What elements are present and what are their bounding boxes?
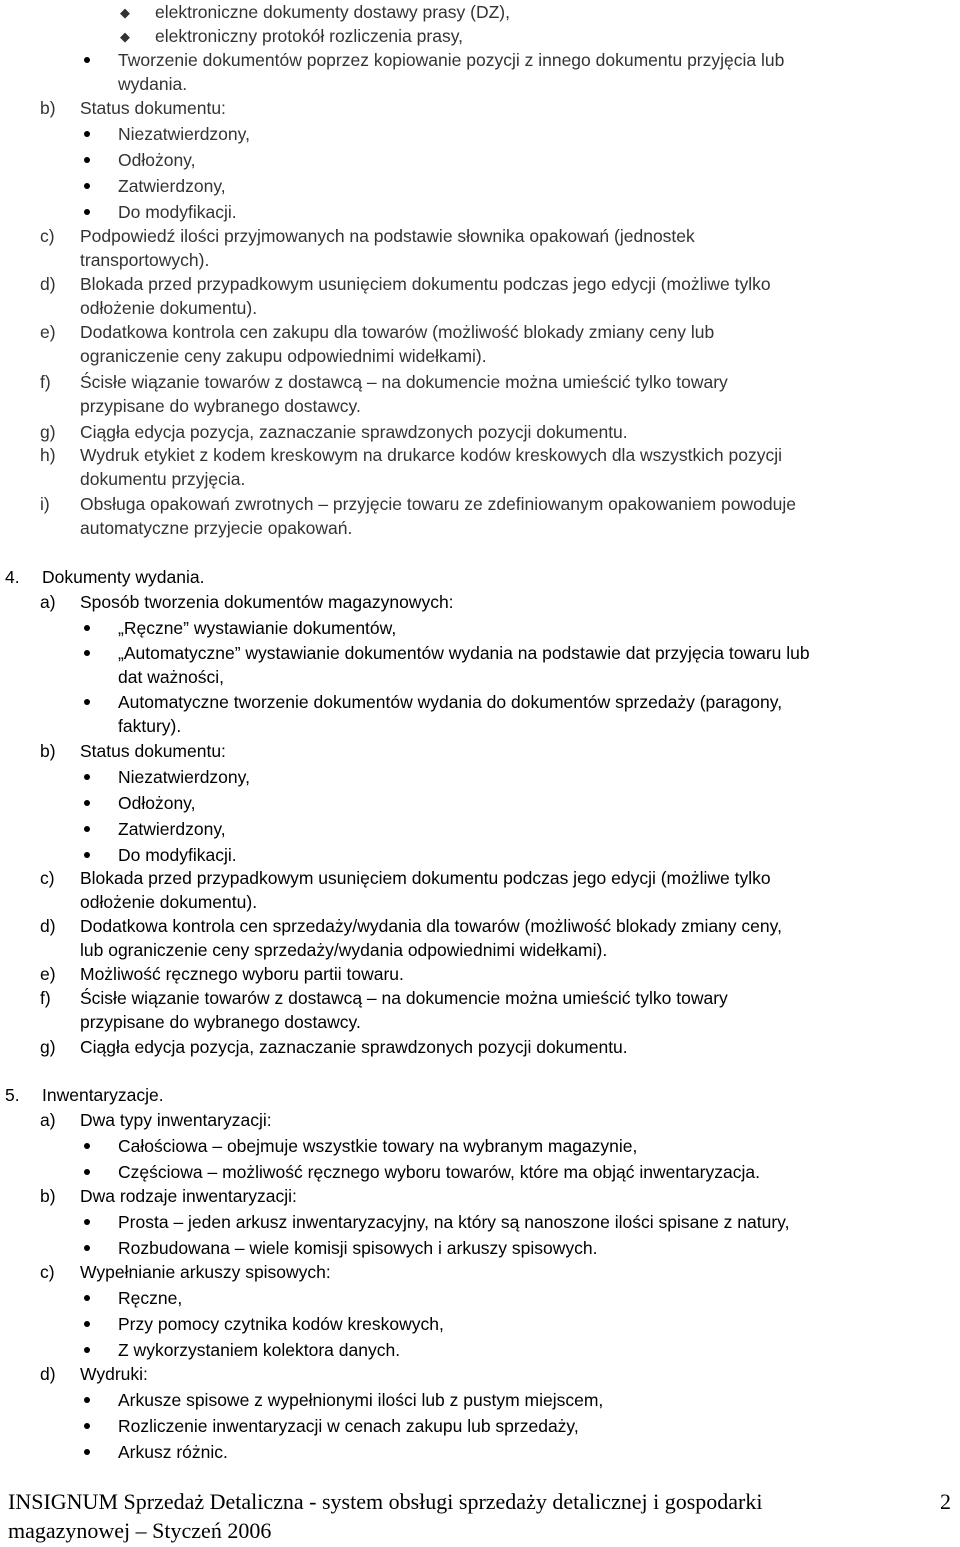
section-title: Dokumenty wydania.: [42, 567, 205, 587]
item-text: transportowych).: [80, 250, 210, 270]
list-item: Zatwierdzony,: [118, 819, 226, 839]
list-item: Rozbudowana – wiele komisji spisowych i arkuszy spisowych.: [118, 1238, 598, 1258]
list-item: Ręczne,: [118, 1288, 183, 1308]
item-label: b): [40, 98, 56, 118]
list-item-continuation: dat ważności,: [118, 667, 225, 687]
list-item: Z wykorzystaniem kolektora danych.: [118, 1340, 401, 1360]
item-text: Blokada przed przypadkowym usunięciem dokumentu podczas jego edycji (możliwe tylko: [80, 868, 771, 888]
item-label: i): [40, 494, 50, 514]
list-item: Do modyfikacji.: [118, 845, 237, 865]
list-item: Odłożony,: [118, 793, 196, 813]
list-item: Tworzenie dokumentów poprzez kopiowanie pozycji z innego dokumentu przyjęcia lub: [118, 50, 785, 70]
item-heading: Status dokumentu:: [80, 741, 226, 761]
item-text: dokumentu przyjęcia.: [80, 469, 246, 489]
bullet-icon: [84, 1347, 90, 1353]
bullet-icon: [84, 131, 90, 137]
list-item: „Automatyczne” wystawianie dokumentów wydania na podstawie dat przyjęcia towaru lub: [118, 643, 810, 663]
item-text: odłożenie dokumentu).: [80, 298, 258, 318]
list-item: elektroniczny protokół rozliczenia prasy,: [155, 26, 464, 46]
item-text: Możliwość ręcznego wyboru partii towaru.: [80, 964, 404, 984]
item-label: d): [40, 274, 56, 294]
item-label: d): [40, 916, 56, 936]
item-heading: Dwa typy inwentaryzacji:: [80, 1110, 272, 1130]
list-item: „Ręczne” wystawianie dokumentów,: [118, 618, 397, 638]
section-title: Inwentaryzacje.: [42, 1085, 164, 1105]
footer-line-2: magazynowej – Styczeń 2006: [8, 1518, 272, 1543]
item-label: a): [40, 1110, 56, 1130]
bullet-icon: [84, 183, 90, 189]
list-item: Częściowa – możliwość ręcznego wyboru towarów, które ma objąć inwentaryzacja.: [118, 1162, 760, 1182]
bullet-icon: [84, 699, 90, 705]
item-text: Blokada przed przypadkowym usunięciem dokumentu podczas jego edycji (możliwe tylko: [80, 274, 771, 294]
bullet-icon: [84, 1397, 90, 1403]
list-item: Do modyfikacji.: [118, 202, 237, 222]
item-text: ograniczenie ceny zakupu odpowiednimi widełkami).: [80, 346, 487, 366]
list-item-continuation: wydania.: [118, 74, 188, 94]
list-item: elektroniczne dokumenty dostawy prasy (DZ),: [155, 2, 510, 22]
item-text: przypisane do wybranego dostawcy.: [80, 1012, 361, 1032]
section-number: 5.: [5, 1085, 20, 1105]
list-item: Automatyczne tworzenie dokumentów wydania do dokumentów sprzedaży (paragony,: [118, 692, 783, 712]
item-text: Dodatkowa kontrola cen zakupu dla towarów (możliwość blokady zmiany ceny lub: [80, 322, 715, 342]
item-text: Ścisłe wiązanie towarów z dostawcą – na dokumencie można umieścić tylko towary: [80, 988, 728, 1008]
bullet-icon: [84, 852, 90, 858]
bullet-icon: [84, 157, 90, 163]
section-number: 4.: [5, 567, 20, 587]
list-item: Rozliczenie inwentaryzacji w cenach zakupu lub sprzedaży,: [118, 1416, 579, 1436]
item-label: h): [40, 445, 56, 465]
list-item: Przy pomocy czytnika kodów kreskowych,: [118, 1314, 444, 1334]
item-label: d): [40, 1364, 56, 1384]
item-label: c): [40, 226, 55, 246]
item-label: c): [40, 1262, 55, 1282]
item-heading: Status dokumentu:: [80, 98, 226, 118]
footer-line-1: INSIGNUM Sprzedaż Detaliczna - system obsługi sprzedaży detalicznej i gospodarki: [8, 1489, 763, 1514]
item-text: Dodatkowa kontrola cen sprzedaży/wydania dla towarów (możliwość blokady zmiany ceny,: [80, 916, 782, 936]
item-text: Obsługa opakowań zwrotnych – przyjęcie towaru ze zdefiniowanym opakowaniem powoduje: [80, 494, 796, 514]
bullet-icon: [84, 209, 90, 215]
item-label: f): [40, 988, 51, 1008]
list-item: Odłożony,: [118, 150, 196, 170]
list-item: Arkusze spisowe z wypełnionymi ilości lub z pustym miejscem,: [118, 1390, 604, 1410]
list-item: Niezatwierdzony,: [118, 124, 250, 144]
list-item: Całościowa – obejmuje wszystkie towary na wybranym magazynie,: [118, 1136, 638, 1156]
bullet-icon: [84, 1321, 90, 1327]
item-label: f): [40, 372, 51, 392]
item-heading: Dwa rodzaje inwentaryzacji:: [80, 1186, 297, 1206]
bullet-icon: [84, 650, 90, 656]
item-label: c): [40, 868, 55, 888]
bullet-icon: [84, 1423, 90, 1429]
bullet-icon: [84, 1169, 90, 1175]
page-number: 2: [940, 1489, 951, 1514]
bullet-icon: [84, 826, 90, 832]
list-item: Niezatwierdzony,: [118, 767, 250, 787]
item-text: lub ograniczenie ceny sprzedaży/wydania odpowiednimi widełkami).: [80, 940, 608, 960]
item-heading: Wydruki:: [80, 1364, 148, 1384]
item-text: Ścisłe wiązanie towarów z dostawcą – na dokumencie można umieścić tylko towary: [80, 372, 728, 392]
bullet-icon: [84, 57, 90, 63]
item-text: automatyczne przyjecie opakowań.: [80, 518, 353, 538]
item-label: b): [40, 1186, 56, 1206]
item-text: Ciągła edycja pozycja, zaznaczanie sprawdzonych pozycji dokumentu.: [80, 1037, 628, 1057]
item-label: g): [40, 422, 56, 442]
list-item: Zatwierdzony,: [118, 176, 226, 196]
bullet-icon: [84, 800, 90, 806]
list-item-continuation: faktury).: [118, 716, 182, 736]
item-label: e): [40, 964, 56, 984]
item-heading: Wypełnianie arkuszy spisowych:: [80, 1262, 331, 1282]
bullet-icon: [84, 625, 90, 631]
list-item: Prosta – jeden arkusz inwentaryzacyjny, na który są nanoszone ilości spisane z natury,: [118, 1212, 790, 1232]
item-label: b): [40, 741, 56, 761]
bullet-icon: [84, 1143, 90, 1149]
item-text: Ciągła edycja pozycja, zaznaczanie sprawdzonych pozycji dokumentu.: [80, 422, 628, 442]
bullet-icon: [84, 1219, 90, 1225]
item-label: a): [40, 592, 56, 612]
list-item: Arkusz różnic.: [118, 1442, 228, 1462]
item-text: przypisane do wybranego dostawcy.: [80, 396, 361, 416]
item-label: g): [40, 1037, 56, 1057]
diamond-bullet-icon: ◆: [120, 5, 130, 20]
item-text: Podpowiedź ilości przyjmowanych na podstawie słownika opakowań (jednostek: [80, 226, 695, 246]
diamond-bullet-icon: ◆: [120, 29, 130, 44]
bullet-icon: [84, 774, 90, 780]
item-text: odłożenie dokumentu).: [80, 892, 258, 912]
item-text: Wydruk etykiet z kodem kreskowym na drukarce kodów kreskowych dla wszystkich pozycji: [80, 445, 783, 465]
bullet-icon: [84, 1449, 90, 1455]
item-label: e): [40, 322, 56, 342]
item-heading: Sposób tworzenia dokumentów magazynowych:: [80, 592, 454, 612]
bullet-icon: [84, 1295, 90, 1301]
bullet-icon: [84, 1245, 90, 1251]
